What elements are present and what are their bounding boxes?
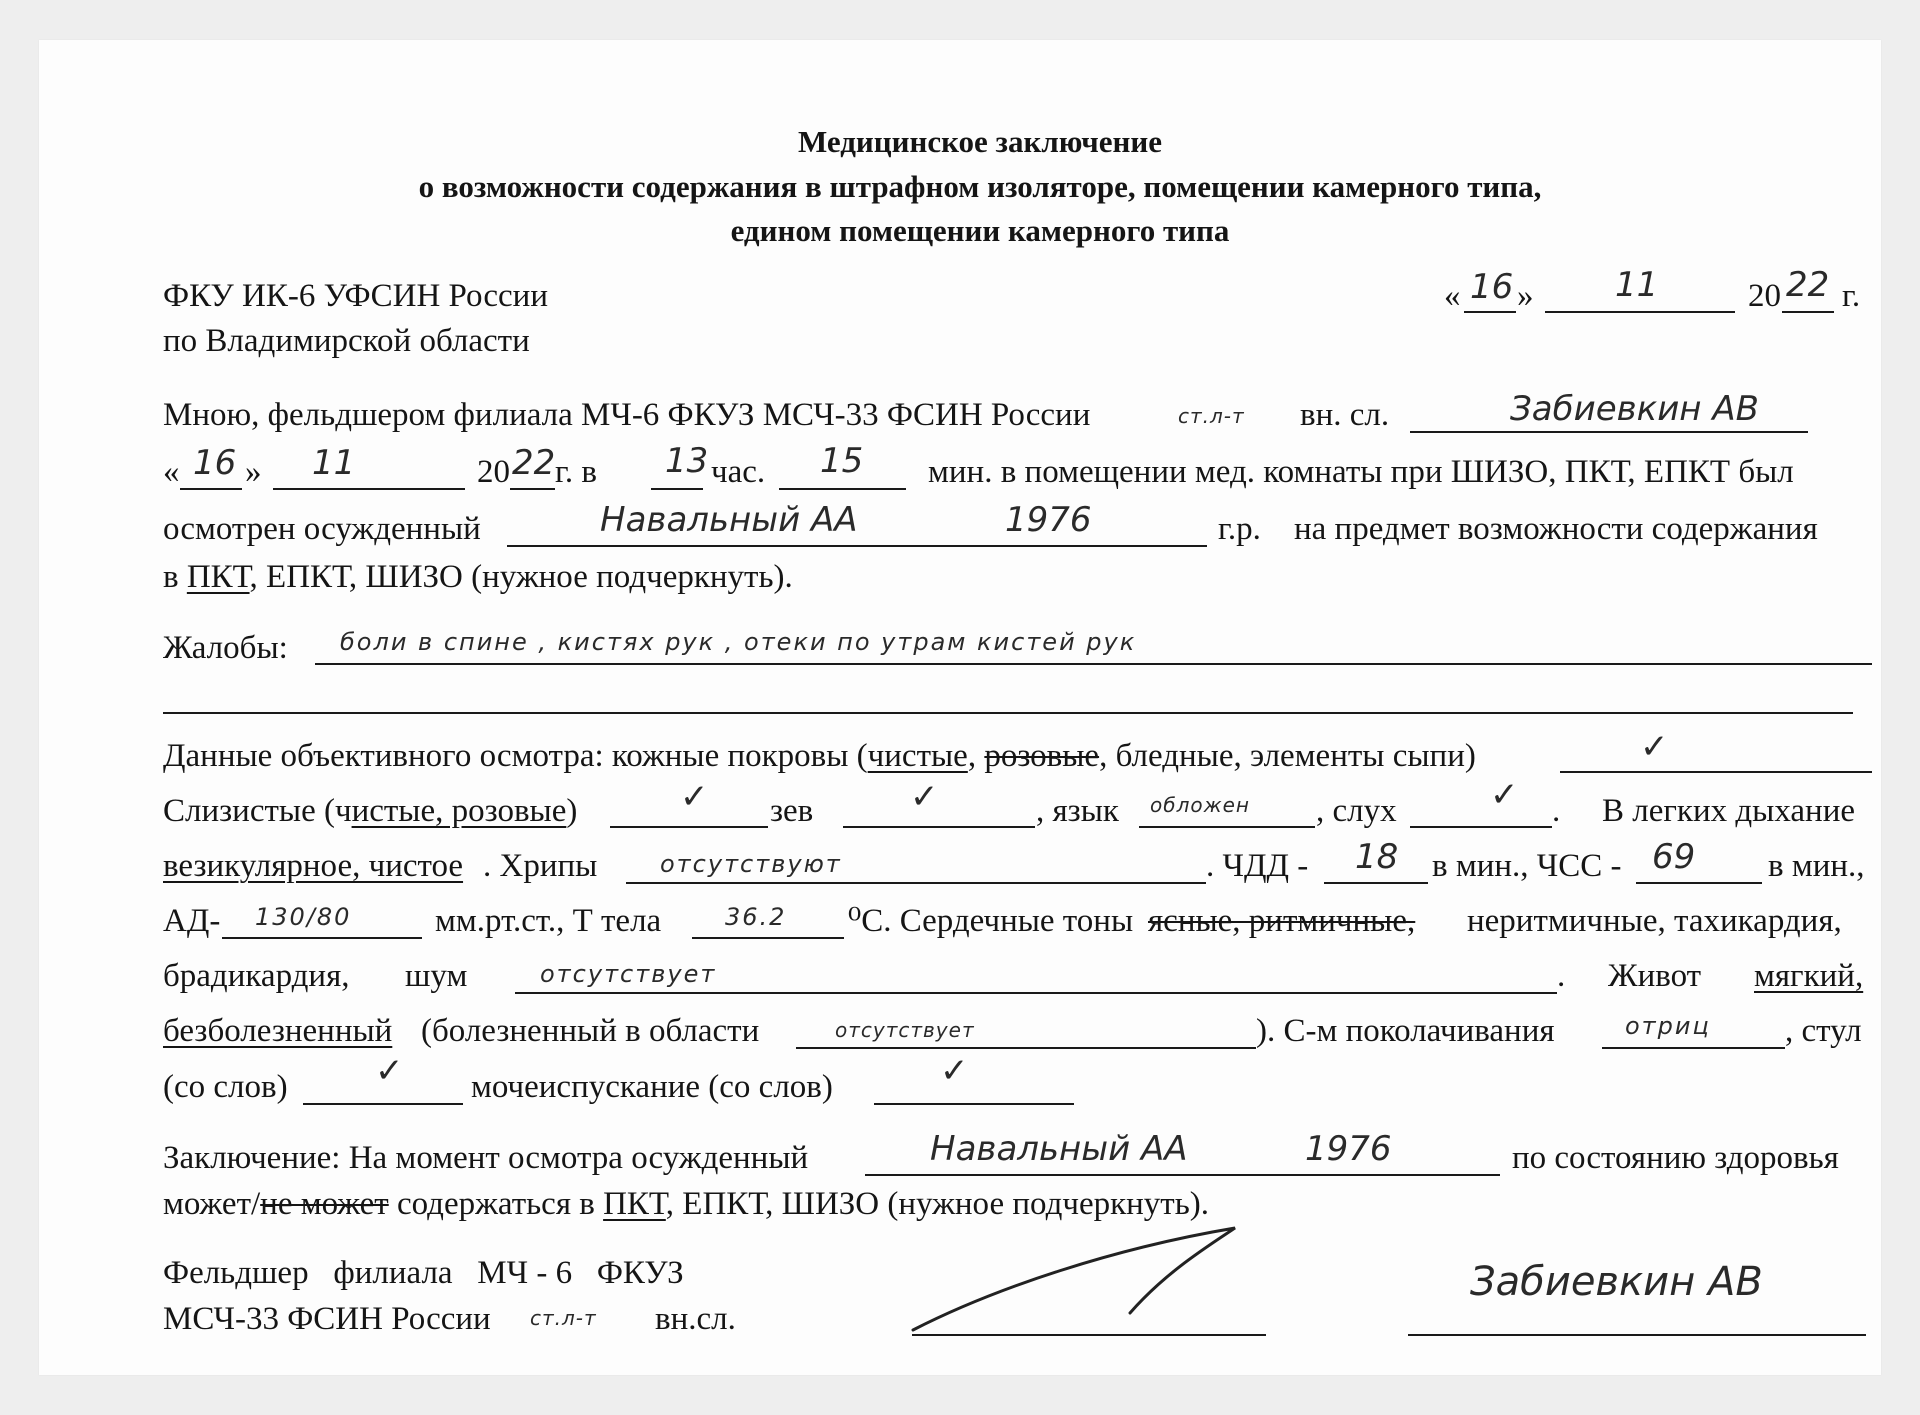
- bp-label: АД-: [163, 903, 221, 939]
- skin-check-mark: ✓: [1640, 727, 1669, 767]
- hr-line: [1636, 882, 1762, 884]
- skin-rest: , бледные, элементы сыпи): [1099, 738, 1476, 774]
- stool-words: (со слов): [163, 1069, 288, 1105]
- hr-unit: в мин.,: [1768, 848, 1865, 884]
- exam-options-line: [163, 561, 793, 594]
- lungs-label: В легких дыхание: [1602, 793, 1855, 829]
- tongue-label: , язык: [1036, 793, 1119, 829]
- skin-pink: розовые: [984, 738, 1100, 774]
- exam-year-prefix: 20: [477, 454, 510, 490]
- throat-check-mark: ✓: [910, 777, 939, 817]
- complaints-text: боли в спине , кистях рук , отеки по утрам кистей рук: [340, 628, 1137, 656]
- date-month: 11: [1615, 265, 1659, 305]
- urination-label: мочеиспускание (со слов): [471, 1069, 833, 1105]
- hearing-label: , слух: [1316, 793, 1397, 829]
- rr-value: 18: [1355, 837, 1399, 877]
- stool-label: , стул: [1785, 1013, 1862, 1049]
- signer-position-2: МСЧ-33 ФСИН России: [163, 1301, 491, 1337]
- date-day: 16: [1470, 267, 1514, 307]
- percussion-line: [1602, 1047, 1785, 1049]
- exam-place: мин. в помещении мед. комнаты при ШИЗО, ПКТ, ЕПКТ был: [928, 454, 1794, 490]
- exam-purpose: на предмет возможности содержания: [1294, 511, 1818, 547]
- abdomen-dot: .: [1557, 958, 1566, 994]
- skin-line: [1560, 771, 1872, 773]
- convict-name: Навальный АА: [600, 500, 858, 540]
- conclusion-health: по состоянию здоровья: [1512, 1140, 1839, 1176]
- rr-line: [1324, 882, 1428, 884]
- wheeze-label: . Хрипы: [483, 848, 598, 884]
- noise-line: [515, 992, 1557, 994]
- doc-subtitle-1: о возможности содержания в штрафном изоляторе, помещении камерного типа,: [418, 169, 1542, 204]
- exam-year-suffix: 22: [512, 443, 556, 483]
- urination-check-mark: ✓: [940, 1051, 969, 1091]
- conclusion-line: [865, 1174, 1500, 1176]
- heart-tones-rest: неритмичные, тахикардия,: [1467, 903, 1842, 939]
- complaints-line-1: [315, 663, 1872, 665]
- lungs-breathing: везикулярное, чистое: [163, 848, 464, 884]
- heart-tones-marked: ясные, ритмичные,: [1148, 903, 1416, 939]
- mucosa-label: Слизистые (ч: [163, 793, 352, 829]
- examiner-rank: ст.л-т: [1178, 404, 1245, 428]
- handwritten-signature: [905, 1218, 1285, 1338]
- exam-month: 11: [312, 443, 356, 483]
- urination-line: [874, 1103, 1074, 1105]
- date-quote-close: »: [1517, 278, 1534, 314]
- complaints-line-2: [163, 712, 1853, 714]
- bp-line: [222, 937, 422, 939]
- temp-unit: ⁰С. Сердечные тоны: [848, 903, 1134, 939]
- mucosa-check-mark: ✓: [680, 777, 709, 817]
- conclusion-label: Заключение: На момент осмотра осужденный: [163, 1140, 809, 1176]
- abdomen-label: Живот: [1608, 958, 1702, 994]
- date-year-suffix: 22: [1786, 265, 1830, 305]
- hr-value: 69: [1652, 837, 1696, 877]
- percussion-label: ). С-м поколачивания: [1256, 1013, 1555, 1049]
- date-month-line: [1545, 311, 1735, 313]
- hearing-dot: .: [1552, 793, 1561, 829]
- skin-clean: чистые: [867, 738, 968, 774]
- brady-label: брадикардия,: [163, 958, 350, 994]
- gr-label: г.р.: [1218, 511, 1261, 547]
- date-year-prefix: 20: [1748, 278, 1781, 314]
- rr-unit: в мин., ЧСС -: [1432, 848, 1622, 884]
- doc-title: Медицинское заключение: [798, 124, 1162, 159]
- exam-day: 16: [193, 443, 237, 483]
- complaints-label: Жалобы:: [163, 630, 288, 666]
- exam-options-rest: , ЕПКТ, ШИЗО (нужное подчеркнуть).: [249, 559, 793, 595]
- signer-rank: ст.л-т: [530, 1306, 597, 1330]
- percussion-value: отриц: [1625, 1012, 1711, 1040]
- conclusion-rest: , ЕПКТ, ШИЗО (нужное подчеркнуть).: [665, 1186, 1210, 1222]
- date-year-line: [1782, 311, 1834, 313]
- mucosa-line: [610, 826, 768, 828]
- painful-line: [796, 1047, 1256, 1049]
- exam-hour: 13: [665, 441, 709, 481]
- conclusion-name: Навальный АА: [930, 1129, 1188, 1169]
- mucosa-close: ): [566, 793, 578, 829]
- wheeze-value: отсутствуют: [660, 850, 842, 878]
- stool-line: [303, 1103, 463, 1105]
- exam-day-line: [180, 488, 242, 490]
- exam-minute: 15: [820, 441, 864, 481]
- throat-label: зев: [770, 793, 814, 829]
- exam-minute-line: [779, 488, 906, 490]
- noise-value: отсутствует: [540, 960, 717, 988]
- org-name: ФКУ ИК-6 УФСИН России: [163, 278, 548, 314]
- date-quote-open: «: [1444, 278, 1461, 314]
- stool-check-mark: ✓: [375, 1051, 404, 1091]
- hearing-check-mark: ✓: [1490, 775, 1519, 815]
- painful-label: (болезненный в области: [421, 1013, 760, 1049]
- signer-name: Забиевкин АВ: [1470, 1259, 1763, 1305]
- tongue-value: обложен: [1150, 793, 1250, 817]
- temp-value: 36.2: [725, 903, 787, 931]
- examiner-text: Мною, фельдшером филиала МЧ-6 ФКУЗ МСЧ-33 ФСИН России: [163, 397, 1091, 433]
- skin-row: [163, 740, 1476, 773]
- name-line: [1408, 1334, 1866, 1336]
- skin-label: Данные объективного осмотра: кожные покровы (: [163, 738, 868, 774]
- date-day-line: [1464, 311, 1516, 313]
- signer-service: вн.сл.: [655, 1301, 736, 1337]
- convict-line: [507, 545, 1207, 547]
- abdomen-painless: безболезненный: [163, 1013, 393, 1049]
- date-year-unit: г.: [1842, 278, 1861, 314]
- service-label: вн. сл.: [1300, 397, 1390, 433]
- exam-month-line: [273, 488, 465, 490]
- examiner-name: Забиевкин АВ: [1510, 389, 1759, 429]
- exam-hour-label: час.: [711, 454, 766, 490]
- convict-birth: 1976: [1005, 500, 1092, 540]
- conclusion-may-not: не может: [260, 1186, 389, 1222]
- conclusion-may: может/: [163, 1186, 261, 1222]
- examiner-line: [1410, 431, 1808, 433]
- bp-value: 130/80: [255, 903, 352, 931]
- exam-in-word: в: [163, 559, 179, 595]
- signer-position-1: Фельдшер филиала МЧ - 6 ФКУЗ: [163, 1255, 684, 1291]
- conclusion-decision: [163, 1188, 1209, 1221]
- conclusion-pkt: ПКТ: [603, 1186, 666, 1222]
- hearing-line: [1410, 826, 1552, 828]
- org-region: по Владимирской области: [163, 323, 530, 359]
- exam-quote-close: »: [245, 454, 262, 490]
- bp-unit: мм.рт.ст., Т тела: [435, 903, 662, 939]
- tongue-line: [1139, 826, 1315, 828]
- exam-pkt-underlined: ПКТ: [186, 559, 250, 595]
- exam-g-v: г. в: [555, 454, 597, 490]
- examined-label: осмотрен осужденный: [163, 511, 481, 547]
- temp-line: [692, 937, 844, 939]
- mucosa-row: [163, 795, 577, 828]
- painful-value: отсутствует: [835, 1018, 975, 1042]
- abdomen-soft: мягкий,: [1754, 958, 1864, 994]
- exam-quote-open: «: [163, 454, 180, 490]
- wheeze-line: [626, 882, 1206, 884]
- conclusion-birth: 1976: [1305, 1129, 1392, 1169]
- rr-label: . ЧДД -: [1206, 848, 1309, 884]
- mucosa-values: истые, розовые: [351, 793, 567, 829]
- exam-year-line: [510, 488, 555, 490]
- noise-label: шум: [405, 958, 468, 994]
- skin-comma: ,: [967, 738, 985, 774]
- doc-subtitle-2: едином помещении камерного типа: [730, 213, 1230, 248]
- exam-hour-line: [651, 488, 703, 490]
- throat-line: [843, 826, 1035, 828]
- conclusion-contain: содержаться в: [396, 1186, 595, 1222]
